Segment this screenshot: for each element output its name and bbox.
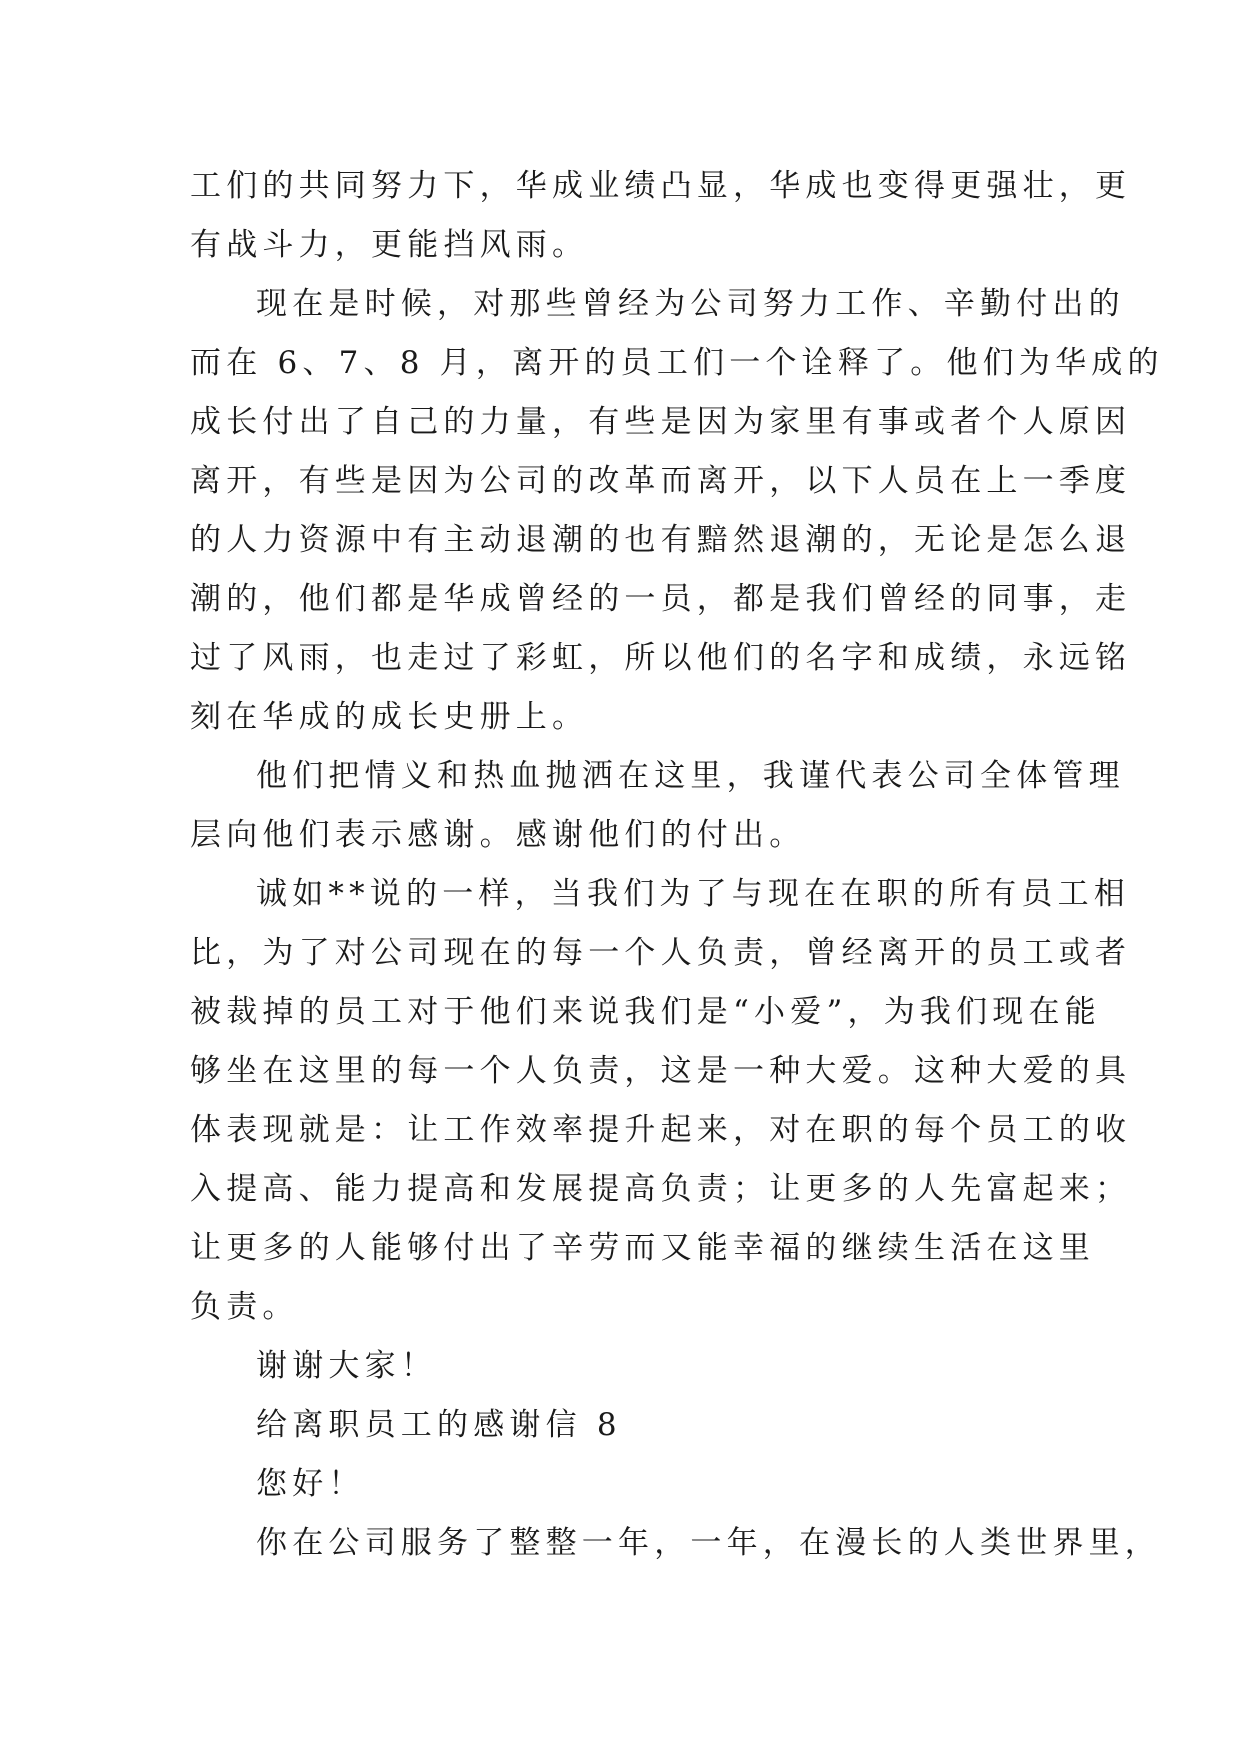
- text-line: 他们把情义和热血抛洒在这里，我谨代表公司全体管理: [256, 758, 1125, 794]
- text-line: 有战斗力，更能挡风雨。: [190, 227, 589, 263]
- text-line: 层向他们表示感谢。感谢他们的付出。: [190, 817, 806, 853]
- text-line: 给离职员工的感谢信 8: [256, 1407, 622, 1443]
- text-line: 过了风雨，也走过了彩虹，所以他们的名字和成绩，永远铭: [190, 640, 1132, 676]
- text-line: 而在 6、7、8 月，离开的员工们一个诠释了。他们为华成的: [190, 345, 1164, 381]
- text-line: 被裁掉的员工对于他们来说我们是“小爱”，为我们现在能: [190, 994, 1101, 1030]
- text-line: 潮的，他们都是华成曾经的一员，都是我们曾经的同事，走: [190, 581, 1132, 617]
- document-body: [190, 157, 1164, 1573]
- text-line: 你在公司服务了整整一年，一年，在漫长的人类世界里，: [256, 1525, 1161, 1561]
- text-line: 体表现就是：让工作效率提升起来，对在职的每个员工的收: [190, 1112, 1132, 1148]
- text-line: 离开，有些是因为公司的改革而离开，以下人员在上一季度: [190, 463, 1132, 499]
- text-line: 入提高、能力提高和发展提高负责；让更多的人先富起来；: [190, 1171, 1132, 1207]
- text-line: 现在是时候，对那些曾经为公司努力工作、辛勤付出的: [256, 286, 1125, 322]
- text-line: 负责。: [190, 1289, 299, 1325]
- text-line: 诚如**说的一样，当我们为了与现在在职的所有员工相: [256, 876, 1130, 912]
- text-line: 成长付出了自己的力量，有些是因为家里有事或者个人原因: [190, 404, 1132, 440]
- text-line: 工们的共同努力下，华成业绩凸显，华成也变得更强壮，更: [190, 168, 1132, 204]
- text-line: 您好！: [256, 1466, 365, 1502]
- text-line: 比，为了对公司现在的每一个人负责，曾经离开的员工或者: [190, 935, 1132, 971]
- text-line: 谢谢大家！: [256, 1348, 437, 1384]
- text-line: 的人力资源中有主动退潮的也有黯然退潮的，无论是怎么退: [190, 522, 1132, 558]
- text-line: 让更多的人能够付出了辛劳而又能幸福的继续生活在这里: [190, 1230, 1095, 1266]
- text-line: 够坐在这里的每一个人负责，这是一种大爱。这种大爱的具: [190, 1053, 1132, 1089]
- text-line: 刻在华成的成长史册上。: [190, 699, 589, 735]
